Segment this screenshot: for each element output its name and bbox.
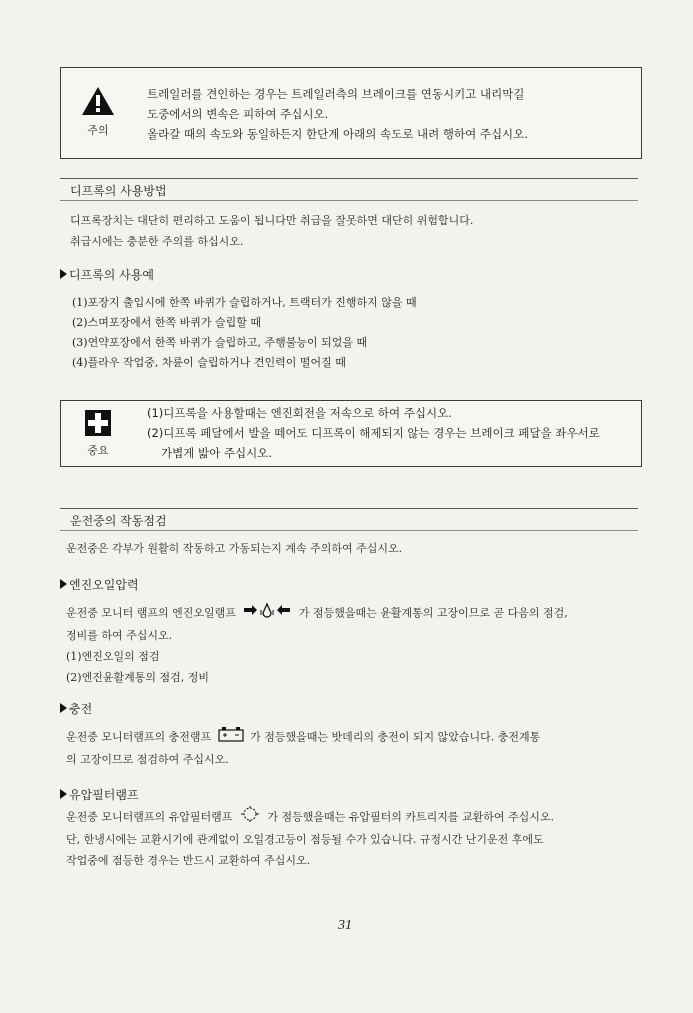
triangle-bullet-icon <box>60 789 67 799</box>
section-rule-top <box>60 178 638 179</box>
oil-pressure-heading-text: 엔진오일압력 <box>69 578 139 592</box>
hydraulic-filter-lamp-icon <box>239 806 261 829</box>
filter-heading-text: 유압필터램프 <box>69 788 139 802</box>
section-title-diff-lock: 디프록의 사용방법 <box>70 184 167 198</box>
oil-line <box>66 602 568 625</box>
caution-text <box>147 84 528 144</box>
triangle-bullet-icon <box>60 703 67 713</box>
important-line: 가볍게 밟아 주십시오. <box>161 446 272 460</box>
caution-line: 올라갈 때의 속도와 동일하든지 한단계 아래의 속도로 내려 행하여 주십시오. <box>147 127 528 141</box>
caution-box <box>60 67 642 159</box>
warning-triangle-icon <box>81 86 115 116</box>
filter-line: 작업중에 점등한 경우는 반드시 교환하여 주십시오. <box>66 854 311 867</box>
battery-lamp-icon <box>218 726 244 749</box>
section-title-operation-check: 운전중의 작동점검 <box>70 514 167 528</box>
section-rule-top <box>60 508 638 509</box>
triangle-bullet-icon <box>60 269 67 279</box>
charge-heading <box>60 700 92 717</box>
important-label: 중요 <box>87 444 109 457</box>
filter-line <box>66 806 554 829</box>
diff-examples-list <box>72 293 417 373</box>
important-icon-group <box>75 410 121 458</box>
important-text <box>147 403 600 463</box>
oil-pressure-heading <box>60 576 139 593</box>
filter-line: 단, 한냉시에는 교환시기에 관계없이 오일경고등이 점등될 수가 있습니다. 규정시간 난기운전 후에도 <box>66 833 544 846</box>
important-box <box>60 400 642 467</box>
filter-heading <box>60 786 139 803</box>
oil-line-post: 가 점등했을때는 윤활계통의 고장이므로 곧 다음의 점검, <box>298 606 568 620</box>
list-item: (4)플라우 작업중, 차륜이 슬립하거나 견인력이 떨어질 때 <box>72 356 346 369</box>
filter-line-pre: 운전중 모니터램프의 유압필터램프 <box>66 810 233 824</box>
section-rule-bottom <box>60 530 638 531</box>
list-item: (1)엔진오일의 점검 <box>66 650 160 663</box>
oil-line: 정비를 하여 주십시오. <box>66 629 173 642</box>
charge-line-pre: 운전중 모니터램프의 충전램프 <box>66 730 212 744</box>
oil-pressure-text <box>66 602 568 688</box>
filter-text <box>66 806 554 871</box>
filter-line-post: 가 점등했을때는 유압필터의 카트리지를 교환하여 주십시오. <box>267 810 555 824</box>
charge-line <box>66 726 540 749</box>
charge-heading-text: 충전 <box>69 702 93 716</box>
important-line: (1)디프록을 사용할때는 엔진회전을 저속으로 하여 주십시오. <box>147 406 452 420</box>
diff-examples-heading <box>60 266 154 283</box>
caution-label: 주의 <box>87 124 109 137</box>
list-item: (1)포장지 출입시에 한쪽 바퀴가 슬립하거나, 트랙터가 진행하지 않을 때 <box>72 296 417 309</box>
important-cross-icon <box>85 410 111 436</box>
check-intro: 운전중은 각부가 원활히 작동하고 가동되는지 계속 주의하여 주십시오. <box>66 542 403 555</box>
diff-intro-line: 디프록장치는 대단히 편리하고 도움이 됩니다만 취급을 잘못하면 대단히 위험합니다. <box>70 214 474 227</box>
diff-intro-line: 취급시에는 충분한 주의를 하십시오. <box>70 235 244 248</box>
oil-line-pre: 운전중 모니터 램프의 엔진오일램프 <box>66 606 236 620</box>
triangle-bullet-icon <box>60 579 67 589</box>
charge-line: 의 고장이므로 점검하여 주십시오. <box>66 753 229 766</box>
diff-intro <box>70 210 473 252</box>
charge-line-post: 가 점등했을때는 밧데리의 충전이 되지 않았습니다. 충전계통 <box>250 730 541 744</box>
caution-line: 트레일러를 견인하는 경우는 트레일러측의 브레이크를 연동시키고 내리막길 <box>147 87 525 101</box>
important-line: (2)디프록 페달에서 발을 떼어도 디프록이 해제되지 않는 경우는 브레이크 페달을 좌우서로 <box>147 426 600 440</box>
diff-examples-heading-text: 디프록의 사용예 <box>69 268 154 282</box>
list-item: (2)스며포장에서 한쪽 바퀴가 슬립할 때 <box>72 316 261 329</box>
caution-icon-group <box>75 86 121 138</box>
oil-lamp-icon <box>242 602 292 625</box>
list-item: (3)연약포장에서 한쪽 바퀴가 슬립하고, 주행불능이 되었을 때 <box>72 336 368 349</box>
list-item: (2)엔진윤활계통의 점검, 정비 <box>66 671 209 684</box>
charge-text <box>66 726 540 770</box>
section-rule-bottom <box>60 200 638 201</box>
page-number: 31 <box>338 918 352 933</box>
caution-line: 도중에서의 변속은 피하여 주십시오. <box>147 107 329 121</box>
